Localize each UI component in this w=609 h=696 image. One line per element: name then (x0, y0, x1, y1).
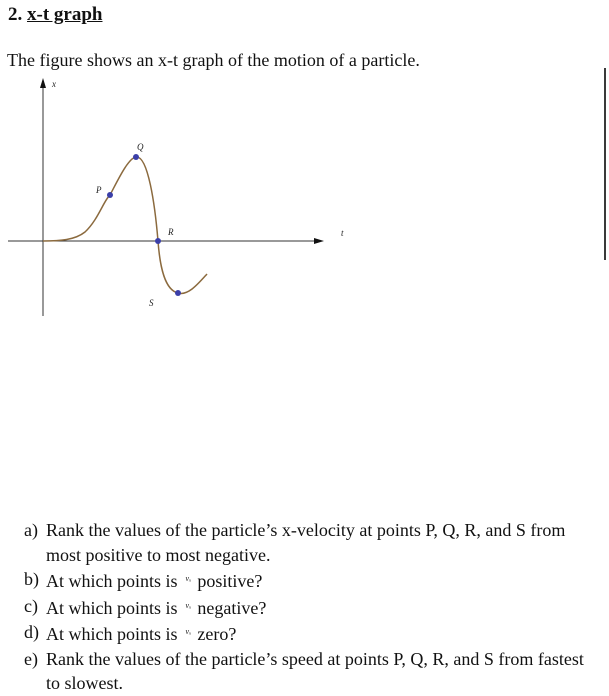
point-S-label: S (149, 298, 154, 308)
question-heading (8, 4, 102, 26)
vx-symbol: vₓ (185, 627, 192, 636)
question-list (24, 518, 584, 696)
vx-symbol: vₓ (185, 574, 192, 583)
point-P-label: P (96, 185, 102, 195)
point-Q (133, 154, 139, 160)
question-c (24, 594, 584, 621)
question-c-label: c) (24, 595, 38, 616)
point-P (107, 192, 113, 198)
t-axis-label: t (341, 228, 344, 238)
question-c-text-end: negative? (197, 597, 267, 618)
xt-graph (0, 70, 609, 320)
question-b-text-end: positive? (197, 571, 263, 591)
question-b-text-start: At which points is (46, 571, 178, 591)
point-R-label: R (168, 227, 174, 237)
question-d-label: d) (24, 622, 39, 642)
question-number: 2. (8, 4, 23, 25)
point-S (175, 290, 181, 296)
question-a (24, 518, 584, 567)
question-e (24, 647, 584, 696)
vx-symbol: vₓ (185, 600, 192, 610)
t-axis-arrowhead (314, 238, 324, 244)
question-d-text-start: At which points is (46, 624, 178, 644)
motion-curve (43, 157, 207, 294)
intro-text: The figure shows an x-t graph of the motion of a particle. (7, 50, 420, 70)
question-d (24, 620, 584, 647)
question-a-text: Rank the values of the particle’s x-velocity at points P, Q, R, and S from most positive to most negative. (46, 520, 566, 565)
question-c-text-start: At which points is (46, 597, 178, 618)
question-d-text-end: zero? (197, 624, 237, 644)
question-e-text: Rank the values of the particle’s speed at points P, Q, R, and S from fastest to slowest. (46, 648, 584, 693)
question-e-label: e) (24, 648, 38, 669)
point-R (155, 238, 161, 244)
question-b-label: b) (24, 569, 39, 589)
point-Q-label: Q (137, 142, 144, 152)
question-title: x-t graph (27, 4, 103, 25)
question-b (24, 567, 584, 594)
question-a-label: a) (24, 520, 38, 540)
x-axis-label: x (52, 79, 56, 89)
x-axis-arrowhead (40, 78, 46, 88)
